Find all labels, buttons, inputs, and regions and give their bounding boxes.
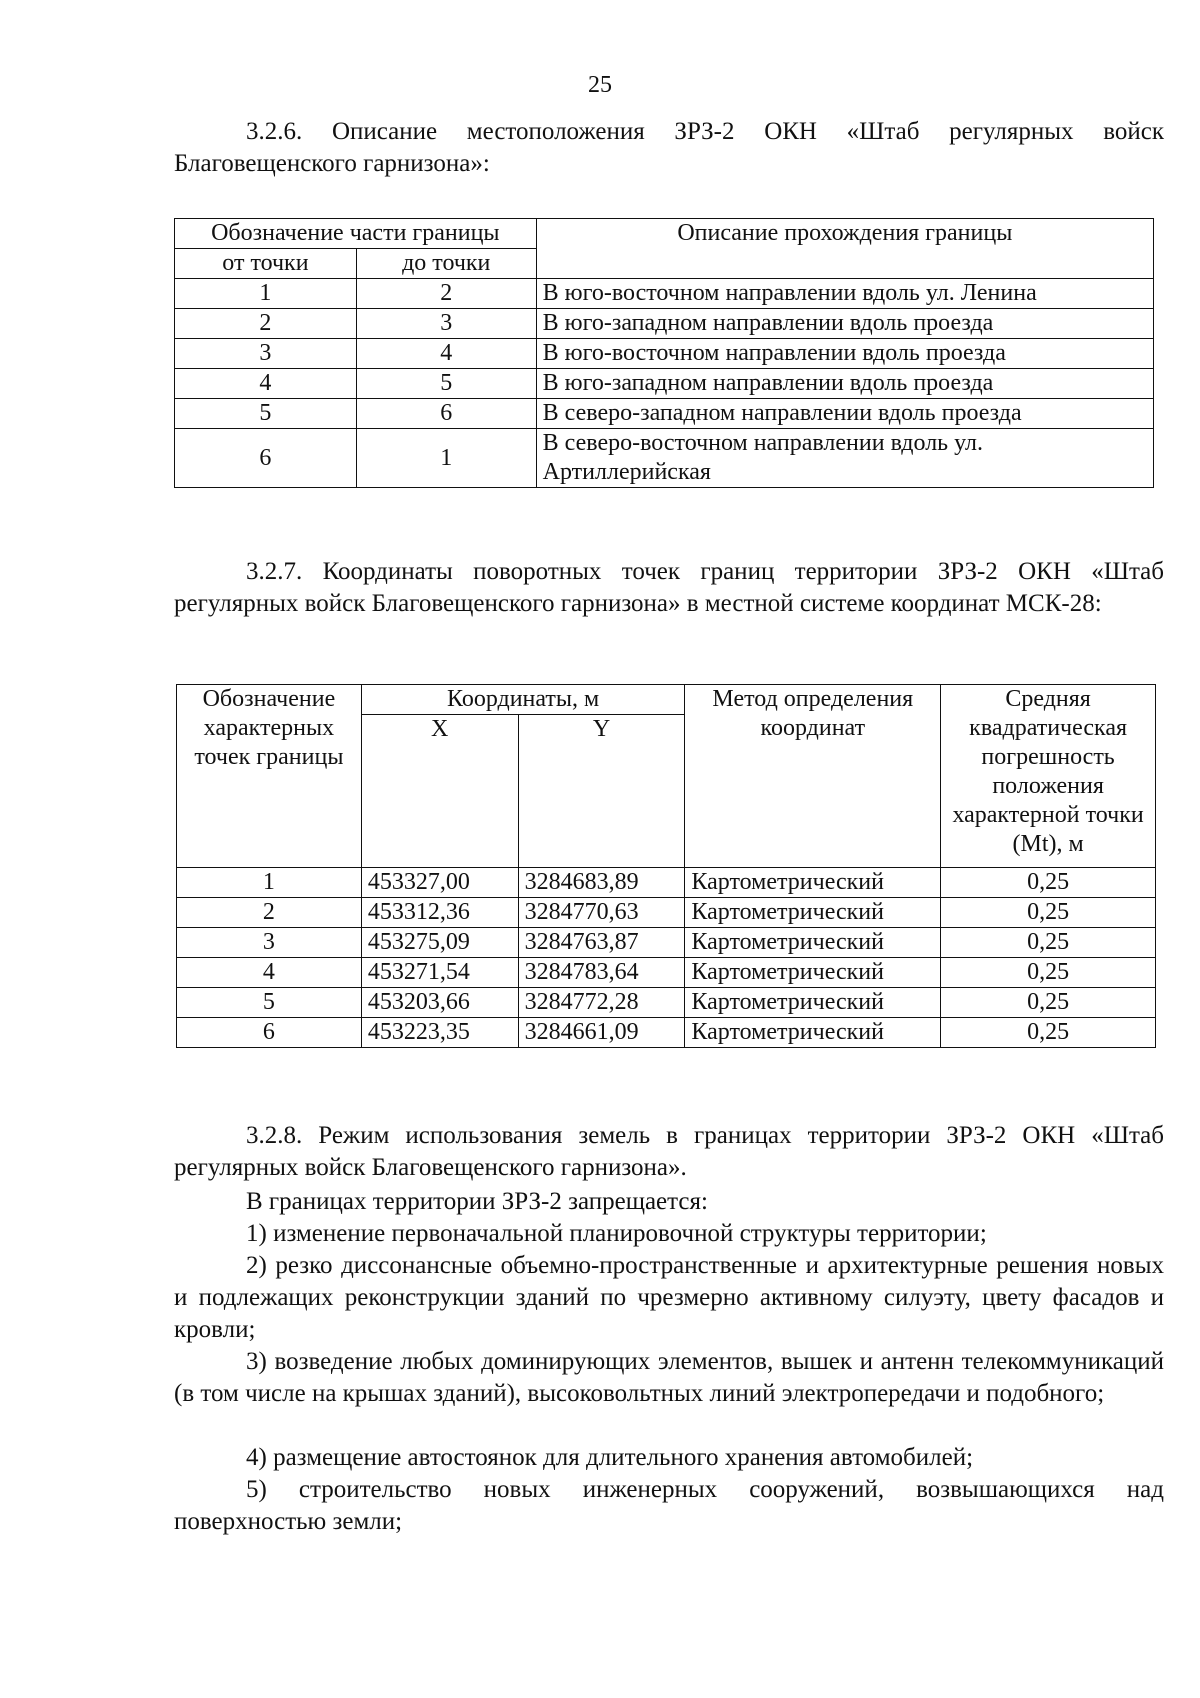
description-cell: В юго-восточном направлении вдоль ул. Ленина bbox=[536, 279, 1153, 309]
from-point-cell: 6 bbox=[175, 429, 357, 488]
y-cell: 3284772,28 bbox=[518, 988, 685, 1018]
from-point-cell: 1 bbox=[175, 279, 357, 309]
header-x: X bbox=[361, 715, 518, 868]
error-cell: 0,25 bbox=[941, 1018, 1156, 1048]
from-point-cell: 5 bbox=[175, 399, 357, 429]
y-cell: 3284783,64 bbox=[518, 958, 685, 988]
x-cell: 453203,66 bbox=[361, 988, 518, 1018]
x-cell: 453271,54 bbox=[361, 958, 518, 988]
point-number-cell: 2 bbox=[177, 898, 362, 928]
description-cell: В северо-западном направлении вдоль проезда bbox=[536, 399, 1153, 429]
table-row bbox=[177, 928, 1156, 958]
y-cell: 3284763,87 bbox=[518, 928, 685, 958]
header-method: Метод определения координат bbox=[685, 685, 941, 868]
x-cell: 453275,09 bbox=[361, 928, 518, 958]
to-point-cell: 6 bbox=[356, 399, 536, 429]
section-3-2-8-heading: 3.2.8. Режим использования земель в границах территории ЗРЗ-2 ОКН «Штаб регулярных войск Благовещенского гарнизона». bbox=[174, 1122, 1164, 1181]
table-row bbox=[177, 868, 1156, 898]
y-cell: 3284770,63 bbox=[518, 898, 685, 928]
method-cell: Картометрический bbox=[685, 928, 941, 958]
method-cell: Картометрический bbox=[685, 988, 941, 1018]
to-point-cell: 2 bbox=[356, 279, 536, 309]
method-cell: Картометрический bbox=[685, 898, 941, 928]
error-cell: 0,25 bbox=[941, 958, 1156, 988]
x-cell: 453312,36 bbox=[361, 898, 518, 928]
table-row bbox=[175, 339, 1154, 369]
header-boundary-part: Обозначение части границы bbox=[175, 219, 537, 249]
table-row bbox=[177, 898, 1156, 928]
table-row bbox=[175, 369, 1154, 399]
from-point-cell: 4 bbox=[175, 369, 357, 399]
section-3-2-6-heading: 3.2.6. Описание местоположения ЗРЗ-2 ОКН «Штаб регулярных войск Благовещенского гарнизона»: bbox=[174, 118, 1164, 177]
description-cell: В юго-западном направлении вдоль проезда bbox=[536, 369, 1153, 399]
section-3-2-7-heading: 3.2.7. Координаты поворотных точек границ территории ЗРЗ-2 ОКН «Штаб регулярных войск Благовещенского гарнизона» в местной системе координат МСК-28: bbox=[174, 558, 1164, 617]
x-cell: 453327,00 bbox=[361, 868, 518, 898]
y-cell: 3284683,89 bbox=[518, 868, 685, 898]
method-cell: Картометрический bbox=[685, 1018, 941, 1048]
error-cell: 0,25 bbox=[941, 868, 1156, 898]
list-item: 3) возведение любых доминирующих элементов, вышек и антенн телекоммуникаций (в том числе на крышах зданий), высоковольтных линий электропередачи и подобного; bbox=[174, 1348, 1164, 1407]
table-row bbox=[175, 309, 1154, 339]
description-cell: В юго-западном направлении вдоль проезда bbox=[536, 309, 1153, 339]
boundary-description-table bbox=[174, 218, 1154, 488]
list-item: 4) размещение автостоянок для длительного хранения автомобилей; bbox=[246, 1444, 974, 1471]
coordinates-table bbox=[176, 684, 1156, 1048]
table-row bbox=[175, 399, 1154, 429]
table-row bbox=[175, 279, 1154, 309]
y-cell: 3284661,09 bbox=[518, 1018, 685, 1048]
page-number: 25 bbox=[588, 72, 612, 98]
table-row bbox=[177, 958, 1156, 988]
point-number-cell: 4 bbox=[177, 958, 362, 988]
header-coordinates: Координаты, м bbox=[361, 685, 685, 715]
header-point-designation: Обозначение характерных точек границы bbox=[177, 685, 362, 868]
error-cell: 0,25 bbox=[941, 898, 1156, 928]
point-number-cell: 1 bbox=[177, 868, 362, 898]
to-point-cell: 4 bbox=[356, 339, 536, 369]
header-to-point: до точки bbox=[356, 249, 536, 279]
error-cell: 0,25 bbox=[941, 988, 1156, 1018]
error-cell: 0,25 bbox=[941, 928, 1156, 958]
from-point-cell: 2 bbox=[175, 309, 357, 339]
point-number-cell: 5 bbox=[177, 988, 362, 1018]
description-cell: В северо-восточном направлении вдоль ул. Артиллерийская bbox=[536, 429, 1153, 488]
header-boundary-description: Описание прохождения границы bbox=[536, 219, 1153, 279]
method-cell: Картометрический bbox=[685, 868, 941, 898]
prohibited-intro: В границах территории ЗРЗ-2 запрещается: bbox=[246, 1188, 708, 1215]
table-row bbox=[177, 988, 1156, 1018]
header-y: Y bbox=[518, 715, 685, 868]
header-mean-square-error: Средняя квадратическая погрешность положения характерной точки (Mt), м bbox=[941, 685, 1156, 868]
description-cell: В юго-восточном направлении вдоль проезда bbox=[536, 339, 1153, 369]
header-from-point: от точки bbox=[175, 249, 357, 279]
method-cell: Картометрический bbox=[685, 958, 941, 988]
x-cell: 453223,35 bbox=[361, 1018, 518, 1048]
list-item: 1) изменение первоначальной планировочной структуры территории; bbox=[246, 1220, 987, 1247]
point-number-cell: 3 bbox=[177, 928, 362, 958]
from-point-cell: 3 bbox=[175, 339, 357, 369]
list-item: 5) строительство новых инженерных сооружений, возвышающихся над поверхностью земли; bbox=[174, 1476, 1164, 1535]
list-item: 2) резко диссонансные объемно-пространственные и архитектурные решения новых и подлежащих реконструкции зданий по чрезмерно активному силуэту, цвету фасадов и кровли; bbox=[174, 1252, 1164, 1343]
to-point-cell: 1 bbox=[356, 429, 536, 488]
point-number-cell: 6 bbox=[177, 1018, 362, 1048]
to-point-cell: 3 bbox=[356, 309, 536, 339]
to-point-cell: 5 bbox=[356, 369, 536, 399]
table-row bbox=[177, 1018, 1156, 1048]
table-row bbox=[175, 429, 1154, 488]
